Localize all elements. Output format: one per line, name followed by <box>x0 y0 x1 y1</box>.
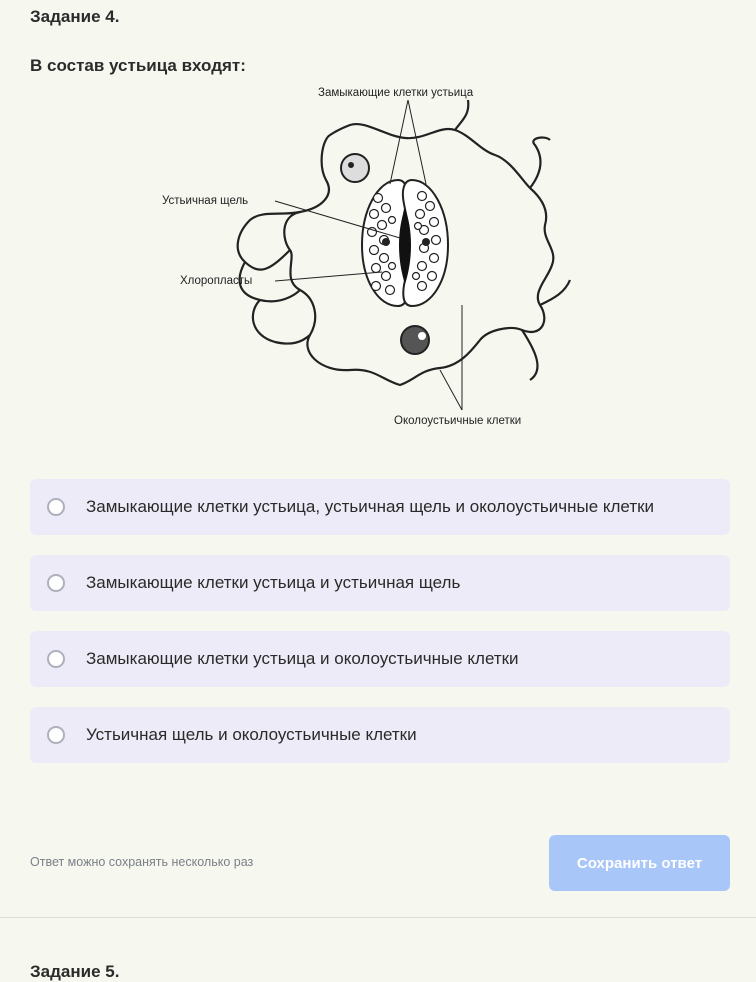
label-stomatal-slit: Устьичная щель <box>162 195 249 207</box>
radio-button[interactable] <box>47 574 65 592</box>
pointer-line <box>440 370 462 410</box>
nucleus <box>382 238 390 246</box>
question-text: В состав устьица входят: <box>30 56 246 75</box>
nucleus <box>341 154 369 182</box>
task-title: Задание 4. <box>30 7 120 26</box>
epidermal-cell-wall <box>530 138 550 188</box>
pointer-line <box>408 100 426 184</box>
stoma-diagram <box>150 80 580 440</box>
answer-option[interactable] <box>30 631 730 687</box>
save-hint: Ответ можно сохранять несколько раз <box>30 855 254 869</box>
radio-button[interactable] <box>47 498 65 516</box>
answer-option-label: Замыкающие клетки устьица и околоустьичные клетки <box>86 649 519 668</box>
nucleus <box>401 326 429 354</box>
label-subsidiary-cells: Околоустьичные клетки <box>394 415 522 427</box>
answer-option[interactable] <box>30 707 730 763</box>
radio-button[interactable] <box>47 650 65 668</box>
next-task-title: Задание 5. <box>30 962 120 981</box>
stoma-illustration <box>150 80 580 440</box>
nucleus <box>422 238 430 246</box>
save-answer-button[interactable]: Сохранить ответ <box>549 835 730 891</box>
answer-option[interactable] <box>30 479 730 535</box>
pointer-line <box>390 100 408 184</box>
epidermal-cell-wall <box>455 100 468 130</box>
epidermal-cell-wall <box>522 330 538 380</box>
answer-options <box>30 479 730 783</box>
answer-option-label: Замыкающие клетки устьица и устьичная щель <box>86 573 461 592</box>
radio-button[interactable] <box>47 726 65 744</box>
label-chloroplasts: Хлоропласты <box>180 275 253 287</box>
answer-option[interactable] <box>30 555 730 611</box>
label-guard-cells: Замыкающие клетки устьица <box>318 87 474 99</box>
answer-option-label: Замыкающие клетки устьица, устьичная щель и околоустьичные клетки <box>86 497 655 516</box>
answer-option-label: Устьичная щель и околоустьичные клетки <box>86 725 417 744</box>
divider <box>0 917 756 918</box>
epidermal-cell-wall <box>253 300 310 344</box>
epidermal-cell-wall <box>540 280 570 305</box>
